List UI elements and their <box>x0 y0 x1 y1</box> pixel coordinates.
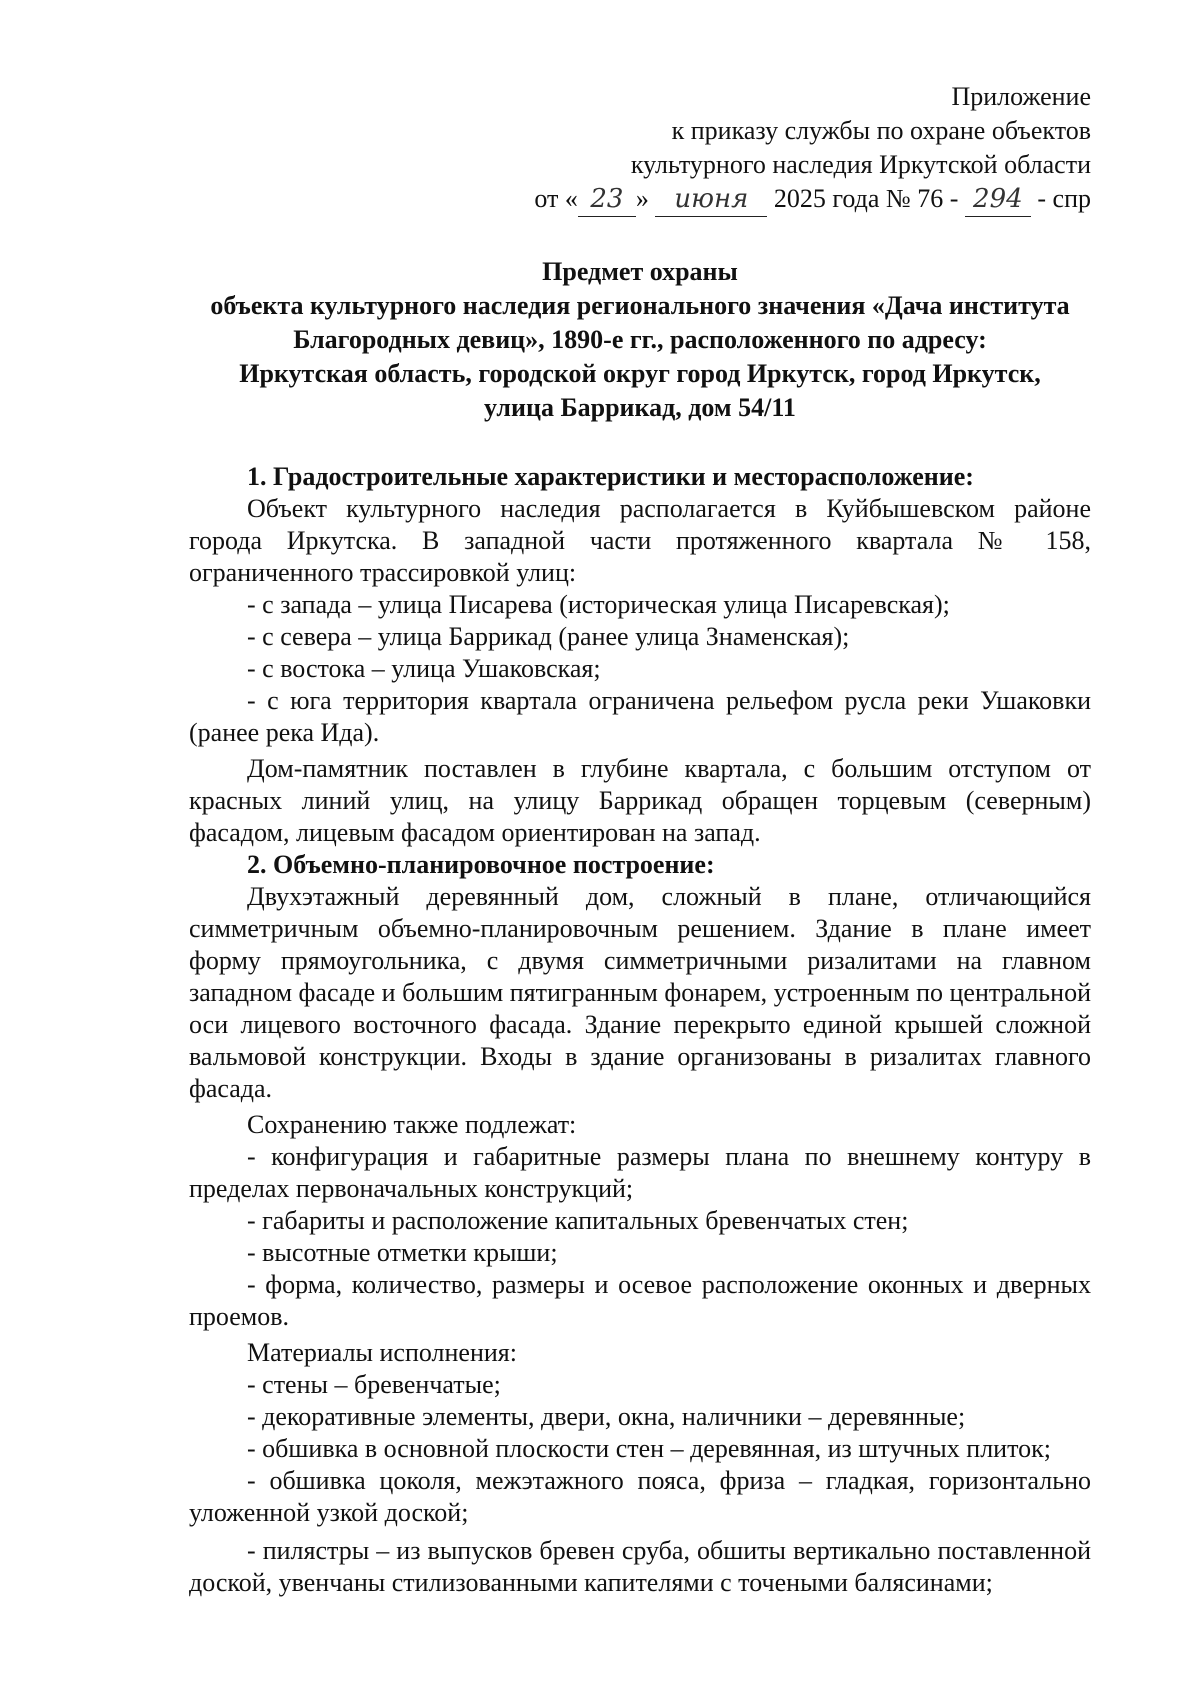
handwritten-order-number: 294 <box>965 182 1031 217</box>
list-item: - конфигурация и габаритные размеры плана по внешнему контуру в пределах первоначальных конструкций; <box>189 1142 1091 1203</box>
section-2-paragraph-1: Двухэтажный деревянный дом, сложный в плане, отличающийся симметричным объемно-планировочным решением. Здание в плане имеет форму прямоугольника, с двумя симметричными ризалитами на главном западном фасаде и большим пятигранным фонарем, устроенным по центральной оси лицевого восточного фасада. Здание перекрыто единой крышей сложной вальмовой конструкции. Входы в здание организованы в ризалитах главного фасада. <box>189 882 1091 1103</box>
date-year-number: 2025 года № 76 - <box>773 184 959 213</box>
date-quote-close: » <box>635 184 649 213</box>
section-1-paragraph-1: Объект культурного наследия располагается в Куйбышевском районе города Иркутска. В западной части протяженного квартала № 158, ограниченного трассировкой улиц: <box>189 494 1091 587</box>
handwritten-day: 23 <box>578 182 636 217</box>
header-line-authority: культурного наследия Иркутской области <box>630 150 1091 179</box>
list-item: - стены – бревенчатые; <box>247 1370 501 1399</box>
list-item: - с севера – улица Баррикад (ранее улица Знаменская); <box>247 622 850 651</box>
list-item: - габариты и расположение капитальных бревенчатых стен; <box>247 1206 909 1235</box>
title-line-3: Благородных девиц», 1890-е гг., расположенного по адресу: <box>293 325 987 354</box>
list-item: - с запада – улица Писарева (историческая улица Писаревская); <box>247 590 950 619</box>
list-item: - обшивка в основной плоскости стен – деревянная, из штучных плиток; <box>247 1434 1051 1463</box>
order-suffix: - спр <box>1037 184 1091 213</box>
date-prefix: от « <box>534 184 578 213</box>
title-line-1: Предмет охраны <box>542 257 738 286</box>
section-1-paragraph-2: Дом-памятник поставлен в глубине квартала, с большим отступом от красных линий улиц, на улицу Баррикад обращен торцевым (северным) фасадом, лицевым фасадом ориентирован на запад. <box>189 754 1091 847</box>
document-title <box>189 255 1091 425</box>
section-1-heading: 1. Градостроительные характеристики и месторасположение: <box>247 462 974 491</box>
list-item: - высотные отметки крыши; <box>247 1238 558 1267</box>
section-urban-characteristics <box>189 461 1091 849</box>
section-2-paragraph-2: Сохранению также подлежат: <box>247 1110 577 1139</box>
header-line-order: к приказу службы по охране объектов <box>671 116 1091 145</box>
title-line-4: Иркутская область, городской округ город Иркутск, город Иркутск, <box>239 359 1041 388</box>
document-header <box>189 80 1091 217</box>
handwritten-month: июня <box>655 182 767 217</box>
section-2-paragraph-3: Материалы исполнения: <box>247 1338 517 1367</box>
header-line-date <box>189 182 1091 217</box>
list-item: - с востока – улица Ушаковская; <box>247 654 601 683</box>
section-2-heading: 2. Объемно-планировочное построение: <box>247 850 715 879</box>
title-line-2: объекта культурного наследия регионального значения «Дача института <box>210 291 1070 320</box>
header-line-appendix: Приложение <box>951 82 1091 111</box>
list-item: - форма, количество, размеры и осевое расположение оконных и дверных проемов. <box>189 1270 1091 1331</box>
list-item: - декоративные элементы, двери, окна, наличники – деревянные; <box>247 1402 966 1431</box>
title-line-5: улица Баррикад, дом 54/11 <box>484 393 796 422</box>
section-volume-planning <box>189 849 1091 1599</box>
list-item: - пилястры – из выпусков бревен сруба, обшиты вертикально поставленной доской, увенчаны стилизованными капителями с точеными балясинами; <box>189 1536 1091 1597</box>
list-item: - с юга территория квартала ограничена рельефом русла реки Ушаковки (ранее река Ида). <box>189 686 1091 747</box>
list-item: - обшивка цоколя, межэтажного пояса, фриза – гладкая, горизонтально уложенной узкой доской; <box>189 1466 1091 1527</box>
